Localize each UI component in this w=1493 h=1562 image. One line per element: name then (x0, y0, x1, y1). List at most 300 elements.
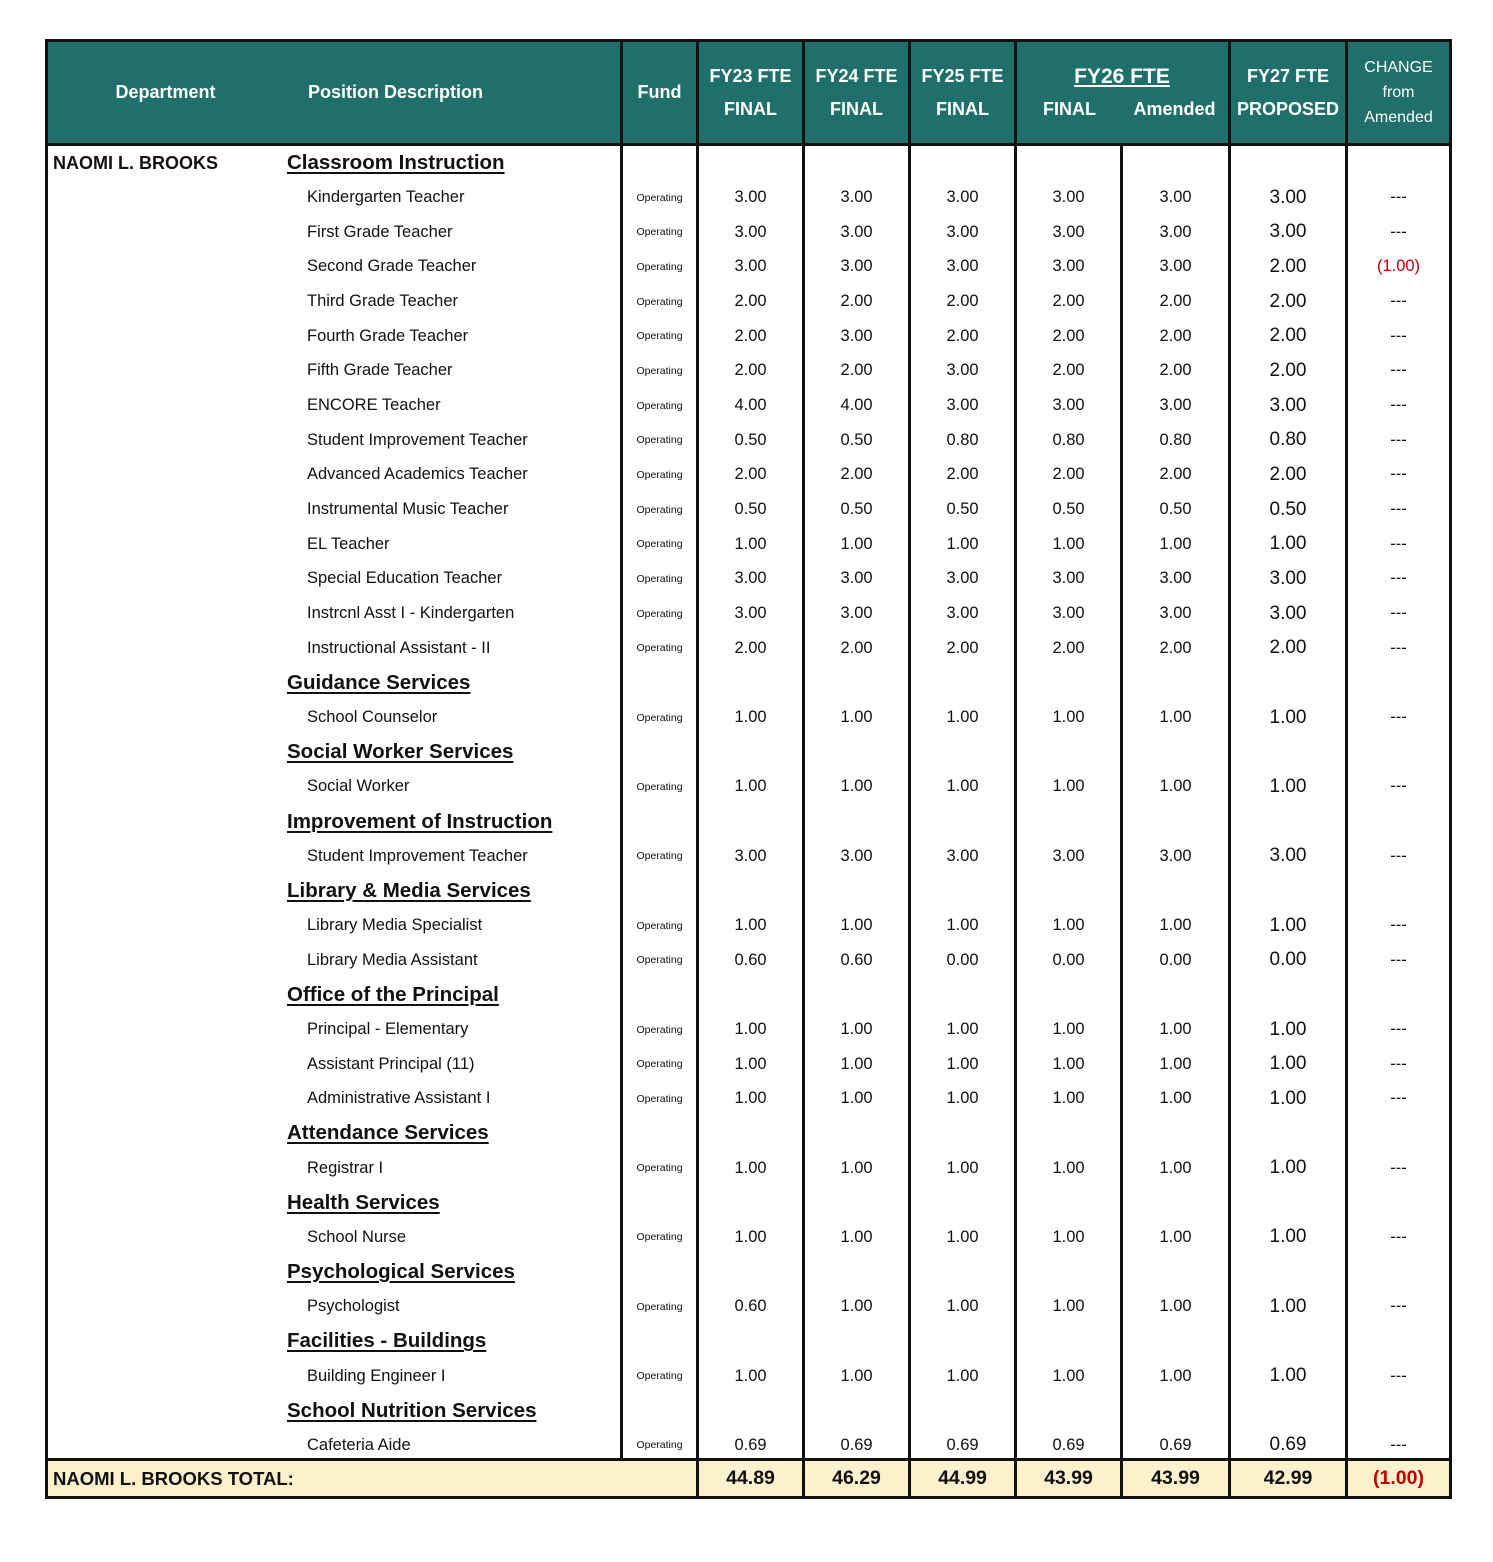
cell-fy26-final: 3.00 (1052, 222, 1085, 241)
cell-fy24: 3.00 (840, 604, 873, 623)
cell-fy24: 3.00 (840, 846, 873, 865)
cell-fy24: 2.00 (840, 465, 873, 484)
cell-fy26-final: 3.00 (1052, 257, 1085, 276)
table-row (48, 354, 1449, 388)
header-fy26-subcols (1017, 93, 1227, 126)
cell-fy24: 1.00 (840, 1366, 873, 1385)
cell-fy26-amended: 1.00 (1159, 708, 1192, 727)
fund-label: Operating (636, 919, 683, 932)
total-divider (1228, 1461, 1231, 1496)
cell-fy27: 1.00 (1269, 1295, 1307, 1317)
position-description: School Counselor (307, 708, 438, 727)
cell-change: --- (1390, 1227, 1407, 1246)
table-row (48, 943, 1449, 977)
cell-fy25: 3.00 (946, 361, 979, 380)
header-fy23-line1: FY23 FTE (709, 65, 792, 86)
cell-change: --- (1390, 1089, 1407, 1108)
cell-fy26-final: 0.50 (1052, 500, 1085, 519)
position-description: Advanced Academics Teacher (307, 465, 528, 484)
cell-fy27: 2.00 (1269, 637, 1307, 659)
cell-fy23: 4.00 (734, 396, 767, 415)
cell-change: --- (1390, 430, 1407, 449)
cell-fy25: 2.00 (946, 292, 979, 311)
cell-fy27: 0.80 (1269, 429, 1307, 451)
cell-fy27: 1.00 (1269, 706, 1307, 728)
section-title: Library & Media Services (287, 878, 531, 902)
cell-change: --- (1390, 604, 1407, 623)
cell-change: --- (1390, 1366, 1407, 1385)
table-row (48, 458, 1449, 492)
cell-fy24: 1.00 (840, 916, 873, 935)
cell-change: --- (1390, 292, 1407, 311)
fund-label: Operating (636, 503, 683, 516)
table-row (48, 1220, 1449, 1254)
cell-fy23: 1.00 (734, 777, 767, 796)
header-fy24 (805, 42, 908, 143)
cell-fy26-amended: 2.00 (1159, 326, 1192, 345)
cell-fy26-amended: 2.00 (1159, 361, 1192, 380)
table-row (48, 1359, 1449, 1393)
column-divider (620, 146, 623, 1458)
cell-fy26-final: 3.00 (1052, 396, 1085, 415)
cell-fy23: 0.60 (734, 950, 767, 969)
fund-label: Operating (636, 1439, 683, 1452)
cell-fy26-amended: 1.00 (1159, 1054, 1192, 1073)
cell-fy23: 0.60 (734, 1297, 767, 1316)
fund-label: Operating (636, 295, 683, 308)
cell-fy23: 3.00 (734, 604, 767, 623)
cell-change: --- (1390, 846, 1407, 865)
header-position-label: Position Description (308, 82, 484, 102)
total-row (48, 1458, 1449, 1496)
cell-change: --- (1390, 534, 1407, 553)
cell-change: --- (1390, 361, 1407, 380)
cell-fy25: 0.00 (946, 950, 979, 969)
cell-fy26-final: 0.00 (1052, 950, 1085, 969)
fund-label: Operating (636, 364, 683, 377)
header-department (48, 42, 283, 143)
cell-fy27: 1.00 (1269, 1087, 1307, 1109)
fund-label: Operating (636, 226, 683, 239)
header-divider (620, 42, 623, 143)
cell-fy24: 1.00 (840, 777, 873, 796)
table-row (48, 181, 1449, 215)
fund-label: Operating (636, 468, 683, 481)
fund-label: Operating (636, 191, 683, 204)
header-change (1348, 42, 1449, 143)
cell-fy27: 2.00 (1269, 325, 1307, 347)
section-title: Attendance Services (287, 1121, 489, 1145)
cell-fy26-final: 1.00 (1052, 708, 1085, 727)
position-description: Assistant Principal (11) (307, 1054, 475, 1073)
cell-fy26-final: 3.00 (1052, 604, 1085, 623)
cell-change: --- (1390, 1435, 1407, 1454)
header-fy26-final: FINAL (1043, 98, 1096, 119)
cell-fy24: 1.00 (840, 1297, 873, 1316)
section-header-row (48, 1116, 1449, 1150)
header-fund-label: Fund (637, 82, 682, 102)
column-divider (908, 146, 911, 1458)
total-fy23: 44.89 (726, 1467, 775, 1489)
position-description: Social Worker (307, 777, 410, 796)
table-row (48, 493, 1449, 527)
header-divider (1228, 42, 1231, 143)
cell-fy27: 0.50 (1269, 498, 1307, 520)
header-divider (696, 42, 699, 143)
cell-fy26-final: 1.00 (1052, 1089, 1085, 1108)
cell-fy24: 1.00 (840, 1227, 873, 1246)
position-description: Building Engineer I (307, 1366, 446, 1385)
cell-fy26-final: 1.00 (1052, 1158, 1085, 1177)
header-divider (1014, 42, 1017, 143)
position-description: Registrar I (307, 1158, 384, 1177)
fund-label: Operating (636, 330, 683, 343)
cell-fy23: 2.00 (734, 361, 767, 380)
cell-fy25: 1.00 (946, 1366, 979, 1385)
cell-fy26-final: 2.00 (1052, 465, 1085, 484)
fund-label: Operating (636, 260, 683, 273)
header-fy25 (911, 42, 1014, 143)
cell-fy23: 2.00 (734, 292, 767, 311)
section-title: Improvement of Instruction (287, 809, 553, 833)
table-row (48, 839, 1449, 873)
header-divider (802, 42, 805, 143)
section-title: Social Worker Services (287, 740, 514, 764)
fund-label: Operating (636, 1370, 683, 1383)
fund-label: Operating (636, 434, 683, 447)
cell-change: --- (1390, 950, 1407, 969)
cell-fy26-amended: 2.00 (1159, 292, 1192, 311)
cell-fy25: 3.00 (946, 222, 979, 241)
header-change-line1: CHANGE (1364, 59, 1433, 76)
cell-fy26-final: 1.00 (1052, 1054, 1085, 1073)
cell-fy24: 0.60 (840, 950, 873, 969)
cell-fy23: 1.00 (734, 534, 767, 553)
total-fy27: 42.99 (1263, 1467, 1313, 1489)
cell-fy27: 3.00 (1269, 221, 1307, 243)
cell-fy25: 1.00 (946, 1020, 979, 1038)
cell-change: --- (1390, 1054, 1407, 1073)
cell-fy23: 3.00 (734, 846, 767, 865)
position-description: Fifth Grade Teacher (307, 361, 453, 380)
department-name: NAOMI L. BROOKS (53, 152, 218, 173)
cell-fy26-amended: 0.69 (1159, 1435, 1192, 1454)
header-fy27 (1231, 42, 1345, 143)
cell-fy26-final: 1.00 (1052, 1297, 1085, 1316)
cell-fy23: 3.00 (734, 188, 767, 207)
cell-fy26-final: 0.69 (1052, 1435, 1085, 1454)
cell-fy27: 3.00 (1269, 567, 1307, 589)
cell-fy24: 3.00 (840, 188, 873, 207)
cell-fy25: 0.69 (946, 1435, 979, 1454)
table-row (48, 770, 1449, 804)
cell-fy27: 3.00 (1269, 394, 1307, 416)
cell-fy24: 1.00 (840, 708, 873, 727)
header-fy27-line1: FY27 FTE (1246, 65, 1330, 86)
section-title: Health Services (287, 1190, 440, 1214)
section-header-row (48, 666, 1449, 700)
cell-fy26-final: 2.00 (1052, 292, 1085, 311)
cell-fy26-amended: 3.00 (1159, 257, 1192, 276)
cell-fy25: 1.00 (946, 1227, 979, 1246)
cell-fy24: 0.50 (840, 430, 873, 449)
table-row (48, 597, 1449, 631)
cell-fy26-amended: 3.00 (1159, 396, 1192, 415)
position-description: First Grade Teacher (307, 222, 453, 241)
table-row (48, 250, 1449, 284)
cell-fy26-amended: 3.00 (1159, 188, 1192, 207)
fund-label: Operating (636, 780, 683, 793)
position-description: Instrumental Music Teacher (307, 500, 509, 519)
cell-fy24: 1.00 (840, 1089, 873, 1108)
cell-fy23: 1.00 (734, 1089, 767, 1108)
header-fy27-line2: PROPOSED (1236, 98, 1340, 119)
header-divider (908, 42, 911, 143)
cell-fy23: 2.00 (734, 638, 767, 657)
fund-label: Operating (636, 1162, 683, 1175)
fund-label: Operating (636, 642, 683, 655)
position-description: Administrative Assistant I (307, 1089, 491, 1108)
cell-fy23: 2.00 (734, 465, 767, 484)
cell-change: --- (1390, 188, 1407, 207)
position-description: Student Improvement Teacher (307, 846, 528, 865)
cell-fy23: 1.00 (734, 1020, 767, 1038)
cell-fy24: 2.00 (840, 361, 873, 380)
cell-fy27: 1.00 (1269, 914, 1307, 936)
cell-fy26-final: 1.00 (1052, 1020, 1085, 1038)
position-description: Kindergarten Teacher (307, 188, 465, 207)
fund-label: Operating (636, 1231, 683, 1244)
cell-change: --- (1390, 396, 1407, 415)
cell-fy26-amended: 1.00 (1159, 1366, 1192, 1385)
section-header-row (48, 1255, 1449, 1289)
total-fy26-final: 43.99 (1044, 1467, 1093, 1489)
cell-fy26-amended: 2.00 (1159, 638, 1192, 657)
header-change-line2: from (1382, 84, 1415, 101)
header-fund (623, 42, 696, 143)
cell-fy27: 2.00 (1269, 290, 1307, 312)
section-header-row (48, 978, 1449, 1012)
column-divider (1014, 146, 1017, 1458)
column-divider (1228, 146, 1231, 1458)
cell-fy26-final: 1.00 (1052, 534, 1085, 553)
position-description: Library Media Specialist (307, 916, 483, 935)
cell-change: --- (1390, 326, 1407, 345)
cell-fy24: 0.50 (840, 500, 873, 519)
cell-fy26-final: 3.00 (1052, 846, 1085, 865)
column-divider (802, 146, 805, 1458)
cell-change: --- (1390, 1158, 1407, 1177)
cell-fy27: 0.00 (1269, 949, 1307, 971)
cell-fy24: 1.00 (840, 534, 873, 553)
cell-fy23: 1.00 (734, 1158, 767, 1177)
total-divider (1345, 1461, 1348, 1496)
section-title: Office of the Principal (287, 982, 499, 1006)
cell-fy24: 3.00 (840, 257, 873, 276)
cell-change: --- (1390, 222, 1407, 241)
header-fy25-line2: FINAL (936, 98, 989, 119)
cell-fy27: 3.00 (1269, 845, 1307, 867)
cell-fy26-amended: 1.00 (1159, 534, 1192, 553)
total-divider (908, 1461, 911, 1496)
header-fy24-line1: FY24 FTE (815, 65, 898, 86)
cell-fy25: 1.00 (946, 916, 979, 935)
section-header-row (48, 874, 1449, 908)
section-title: Classroom Instruction (287, 151, 505, 174)
cell-fy25: 3.00 (946, 846, 979, 865)
cell-fy27: 1.00 (1269, 1157, 1307, 1179)
cell-fy25: 1.00 (946, 1158, 979, 1177)
cell-fy27: 1.00 (1269, 1226, 1307, 1248)
cell-fy23: 3.00 (734, 222, 767, 241)
position-description: Student Improvement Teacher (307, 430, 528, 449)
cell-fy26-amended: 3.00 (1159, 604, 1192, 623)
fte-table (45, 39, 1452, 1499)
column-divider (696, 146, 699, 1458)
cell-fy27: 1.00 (1269, 775, 1307, 797)
cell-fy26-final: 1.00 (1052, 916, 1085, 935)
position-description: Special Education Teacher (307, 569, 503, 588)
header-fy26-title: FY26 FTE (1074, 64, 1170, 88)
header-change-line3: Amended (1364, 109, 1433, 126)
section-header-row (48, 805, 1449, 839)
position-description: EL Teacher (307, 534, 390, 553)
table-row (48, 1151, 1449, 1185)
cell-fy25: 1.00 (946, 1054, 979, 1073)
section-title: Guidance Services (287, 670, 471, 694)
column-divider (1345, 146, 1348, 1458)
total-fy25: 44.99 (938, 1467, 987, 1489)
cell-fy24: 1.00 (840, 1158, 873, 1177)
section-header-row (48, 1324, 1449, 1358)
cell-fy27: 2.00 (1269, 463, 1307, 485)
cell-fy26-amended: 1.00 (1159, 1297, 1192, 1316)
fund-label: Operating (636, 1300, 683, 1313)
cell-fy25: 2.00 (946, 326, 979, 345)
cell-change: --- (1390, 500, 1407, 519)
cell-change: --- (1390, 569, 1407, 588)
column-divider (1120, 146, 1123, 1458)
cell-change: --- (1390, 638, 1407, 657)
cell-fy23: 3.00 (734, 257, 767, 276)
cell-fy25: 3.00 (946, 188, 979, 207)
cell-fy26-final: 2.00 (1052, 326, 1085, 345)
header-fy25-line1: FY25 FTE (921, 65, 1004, 86)
cell-fy24: 1.00 (840, 1020, 873, 1038)
position-description: Instrcnl Asst I - Kindergarten (307, 604, 515, 623)
header-fy26-amended: Amended (1133, 98, 1216, 119)
cell-fy26-final: 2.00 (1052, 361, 1085, 380)
total-divider (1120, 1461, 1123, 1496)
cell-fy25: 1.00 (946, 708, 979, 727)
table-row (48, 562, 1449, 596)
table-row (48, 527, 1449, 561)
header-divider (1345, 42, 1348, 143)
cell-fy24: 3.00 (840, 326, 873, 345)
cell-fy26-amended: 1.00 (1159, 1089, 1192, 1108)
section-header-row (48, 735, 1449, 769)
cell-change: (1.00) (1376, 257, 1421, 276)
table-row (48, 423, 1449, 457)
cell-fy26-final: 1.00 (1052, 1366, 1085, 1385)
fund-label: Operating (636, 1023, 683, 1036)
table-row (48, 1290, 1449, 1324)
table-row (48, 319, 1449, 353)
total-fy24: 46.29 (832, 1467, 881, 1489)
cell-fy25: 1.00 (946, 1089, 979, 1108)
cell-fy24: 1.00 (840, 1054, 873, 1073)
header-position-description (308, 42, 618, 143)
total-fy26-amended: 43.99 (1151, 1467, 1200, 1489)
cell-fy25: 3.00 (946, 257, 979, 276)
header-department-label: Department (115, 82, 216, 102)
table-row (48, 389, 1449, 423)
cell-fy23: 0.69 (734, 1435, 767, 1454)
cell-fy24: 2.00 (840, 292, 873, 311)
cell-fy27: 1.00 (1269, 1365, 1307, 1387)
header-fy23 (699, 42, 802, 143)
fund-label: Operating (636, 399, 683, 412)
cell-fy27: 3.00 (1269, 602, 1307, 624)
cell-fy23: 1.00 (734, 1227, 767, 1246)
cell-change: --- (1390, 465, 1407, 484)
cell-fy26-final: 3.00 (1052, 569, 1085, 588)
total-label: NAOMI L. BROOKS TOTAL: (53, 1467, 294, 1489)
position-description: ENCORE Teacher (307, 396, 441, 415)
cell-fy23: 1.00 (734, 916, 767, 935)
section-title: Psychological Services (287, 1260, 515, 1284)
position-description: Instructional Assistant - II (307, 638, 491, 657)
cell-change: --- (1390, 1020, 1407, 1038)
fund-label: Operating (636, 607, 683, 620)
fund-label: Operating (636, 711, 683, 724)
total-divider (802, 1461, 805, 1496)
position-description: Second Grade Teacher (307, 257, 477, 276)
cell-fy26-amended: 0.00 (1159, 950, 1192, 969)
cell-fy26-amended: 2.00 (1159, 465, 1192, 484)
position-description: Library Media Assistant (307, 950, 478, 969)
table-row (48, 1082, 1449, 1116)
cell-fy25: 3.00 (946, 396, 979, 415)
table-row (48, 1047, 1449, 1081)
cell-fy27: 2.00 (1269, 255, 1307, 277)
cell-fy25: 2.00 (946, 465, 979, 484)
cell-fy23: 1.00 (734, 708, 767, 727)
section-header-row (48, 1186, 1449, 1220)
cell-change: --- (1390, 916, 1407, 935)
cell-fy26-amended: 1.00 (1159, 777, 1192, 796)
position-description: Third Grade Teacher (307, 292, 459, 311)
cell-fy24: 4.00 (840, 396, 873, 415)
fund-label: Operating (636, 850, 683, 863)
fund-label: Operating (636, 1092, 683, 1105)
cell-fy26-amended: 0.80 (1159, 430, 1192, 449)
position-description: Psychologist (307, 1297, 400, 1316)
position-description: Cafeteria Aide (307, 1435, 411, 1454)
cell-fy24: 3.00 (840, 222, 873, 241)
fund-label: Operating (636, 572, 683, 585)
table-row (48, 215, 1449, 249)
table-row (48, 701, 1449, 735)
cell-fy26-amended: 3.00 (1159, 569, 1192, 588)
cell-fy27: 2.00 (1269, 359, 1307, 381)
cell-fy25: 1.00 (946, 777, 979, 796)
table-row (48, 909, 1449, 943)
header-fy26 (1017, 42, 1227, 143)
cell-fy23: 2.00 (734, 326, 767, 345)
section-title: Facilities - Buildings (287, 1329, 487, 1353)
section-title: School Nutrition Services (287, 1398, 537, 1422)
